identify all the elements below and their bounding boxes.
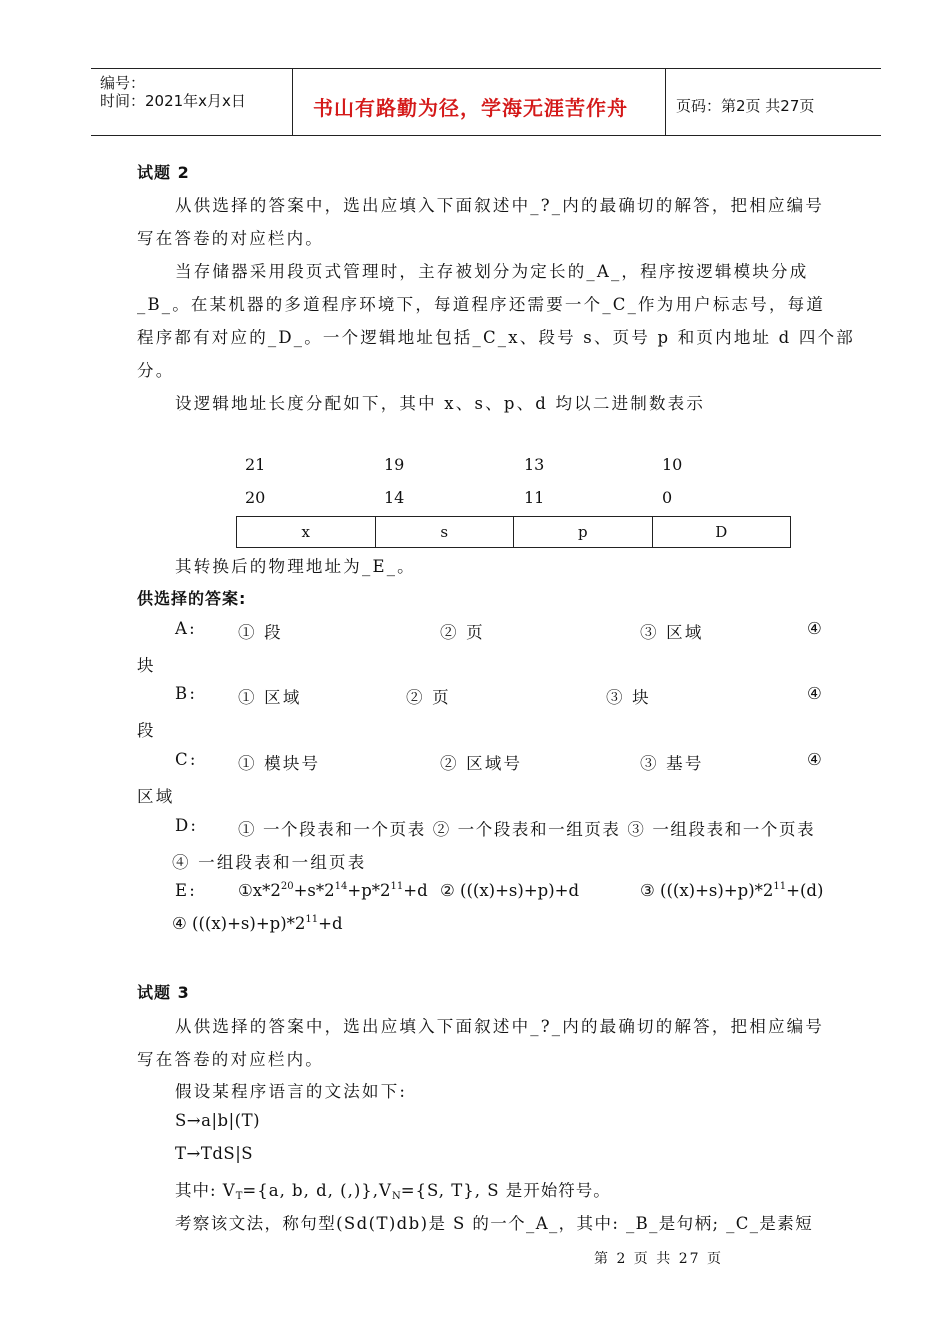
e-opt3-exp: 11 — [773, 881, 787, 892]
answer-a-opt1: ① 段 — [238, 623, 283, 642]
page-footer: 第 2 页 共 27 页 — [594, 1251, 723, 1267]
q3-vt-set: ={a, b, d, (,)},V — [242, 1181, 392, 1200]
answer-c-opt4: ④ — [807, 750, 824, 769]
field-p: p — [514, 517, 653, 547]
q3-para2: 考察该文法，称句型(Sd(T)db)是 S 的一个_A_，其中: _B_是句柄; _C_是素短 — [175, 1214, 814, 1233]
q3-title: 试题 3 — [137, 983, 190, 1002]
e-opt1-exp3: 11 — [390, 881, 404, 892]
field-s: s — [376, 517, 515, 547]
answer-e-opt2: ② (((x)+s)+p)+d — [440, 881, 580, 900]
q2-para1-line3: 程序都有对应的_D_。一个逻辑地址包括_C_x、段号 s、页号 p 和页内地址 d 四个部 — [137, 328, 855, 347]
e-opt4-exp: 11 — [305, 914, 319, 925]
field-d: D — [715, 523, 728, 541]
answer-e-opt4 — [172, 914, 343, 933]
header-bottom-rule — [91, 135, 881, 136]
answer-c-opt3: ③ 基号 — [640, 754, 704, 773]
field-x: x — [237, 517, 376, 547]
answer-d-line1: ① 一个段表和一个页表 ② 一个段表和一组页表 ③ 一组段表和一个页表 — [238, 820, 816, 839]
e-opt1-part-c: +p*2 — [347, 881, 391, 900]
q3-intro-line1: 从供选择的答案中，选出应填入下面叙述中_?_内的最确切的解答，把相应编号 — [175, 1017, 825, 1036]
e-opt1-part-a: ①x*2 — [238, 881, 281, 900]
answer-e-opt1 — [238, 881, 428, 900]
bit-low-p: 11 — [524, 488, 545, 507]
answer-a-opt4: ④ — [807, 619, 824, 638]
answer-c-opt2: ② 区域号 — [440, 754, 523, 773]
answer-c-key: C: — [175, 750, 198, 769]
answer-a-opt2: ② 页 — [440, 623, 485, 642]
q2-intro-line2: 写在答卷的对应栏内。 — [137, 229, 324, 248]
answer-c-opt1: ① 模块号 — [238, 754, 321, 773]
bit-high-p: 13 — [524, 455, 545, 474]
answer-c-opt4-text: 区域 — [137, 787, 175, 806]
q3-para1: 假设某程序语言的文法如下: — [175, 1082, 408, 1101]
answer-d-line2: ④ 一组段表和一组页表 — [172, 853, 367, 872]
q3-terminals — [175, 1177, 611, 1202]
e-opt1-exp1: 20 — [280, 881, 294, 892]
bit-high-s: 19 — [384, 455, 405, 474]
answer-a-opt3: ③ 区域 — [640, 623, 704, 642]
answer-b-opt1: ① 区域 — [238, 688, 302, 707]
header-page: 页码：第2页 共27页 — [676, 97, 815, 115]
answer-b-key: B: — [175, 684, 198, 703]
q2-para1-line2: _B_。在某机器的多道程序环境下，每道程序还需要一个_C_作为用户标志号，每道 — [137, 295, 826, 314]
answer-b-opt2: ② 页 — [406, 688, 451, 707]
header-divider-right — [665, 68, 666, 135]
logical-address-table — [236, 516, 791, 548]
bit-high-x: 21 — [245, 455, 266, 474]
e-opt4-part-a: ④ (((x)+s)+p)*2 — [172, 914, 306, 933]
header-motto: 书山有路勤为径，学海无涯苦作舟 — [313, 96, 628, 120]
q3-rule2: T→TdS|S — [175, 1144, 254, 1163]
bit-high-d: 10 — [662, 455, 683, 474]
answer-b-opt4: ④ — [807, 684, 824, 703]
q2-para3: 其转换后的物理地址为_E_。 — [175, 557, 416, 576]
q2-intro-line1: 从供选择的答案中，选出应填入下面叙述中_?_内的最确切的解答，把相应编号 — [175, 196, 825, 215]
e-opt3-part-a: ③ (((x)+s)+p)*2 — [640, 881, 774, 900]
answer-b-opt4-text: 段 — [137, 721, 156, 740]
q2-para2: 设逻辑地址长度分配如下，其中 x、s、p、d 均以二进制数表示 — [175, 394, 706, 413]
q2-title: 试题 2 — [137, 163, 190, 182]
e-opt1-exp2: 14 — [334, 881, 348, 892]
q3-intro-line2: 写在答卷的对应栏内。 — [137, 1050, 324, 1069]
answer-a-opt4-text: 块 — [137, 656, 156, 675]
q3-vt-prefix: 其中: V — [175, 1181, 236, 1200]
bit-low-x: 20 — [245, 488, 266, 507]
q3-rule1: S→a|b|(T) — [175, 1111, 261, 1130]
header-time: 时间：2021年x月x日 — [100, 92, 246, 110]
answer-e-opt3 — [640, 881, 823, 900]
header-top-rule — [91, 68, 881, 69]
header-divider-left — [292, 68, 293, 135]
answer-a-key: A: — [175, 619, 197, 638]
bit-low-d: 0 — [662, 488, 673, 507]
answer-e-key: E: — [175, 881, 198, 900]
e-opt1-part-d: +d — [403, 881, 428, 900]
answers-title: 供选择的答案: — [137, 589, 247, 608]
q3-vt-sub: T — [235, 1191, 243, 1202]
q3-vn-set: ={S, T}, S 是开始符号。 — [400, 1181, 611, 1200]
q2-para1-line1: 当存储器采用段页式管理时，主存被划分为定长的_A_，程序按逻辑模块分成 — [175, 262, 809, 281]
answer-d-key: D: — [175, 816, 199, 835]
q2-para1-line4: 分。 — [137, 361, 175, 380]
e-opt3-part-b: +(d) — [786, 881, 824, 900]
e-opt1-part-b: +s*2 — [293, 881, 335, 900]
header-label-id: 编号： — [100, 74, 146, 92]
bit-low-s: 14 — [384, 488, 405, 507]
answer-b-opt3: ③ 块 — [606, 688, 651, 707]
e-opt4-part-b: +d — [318, 914, 343, 933]
q3-vn-sub: N — [391, 1191, 401, 1202]
